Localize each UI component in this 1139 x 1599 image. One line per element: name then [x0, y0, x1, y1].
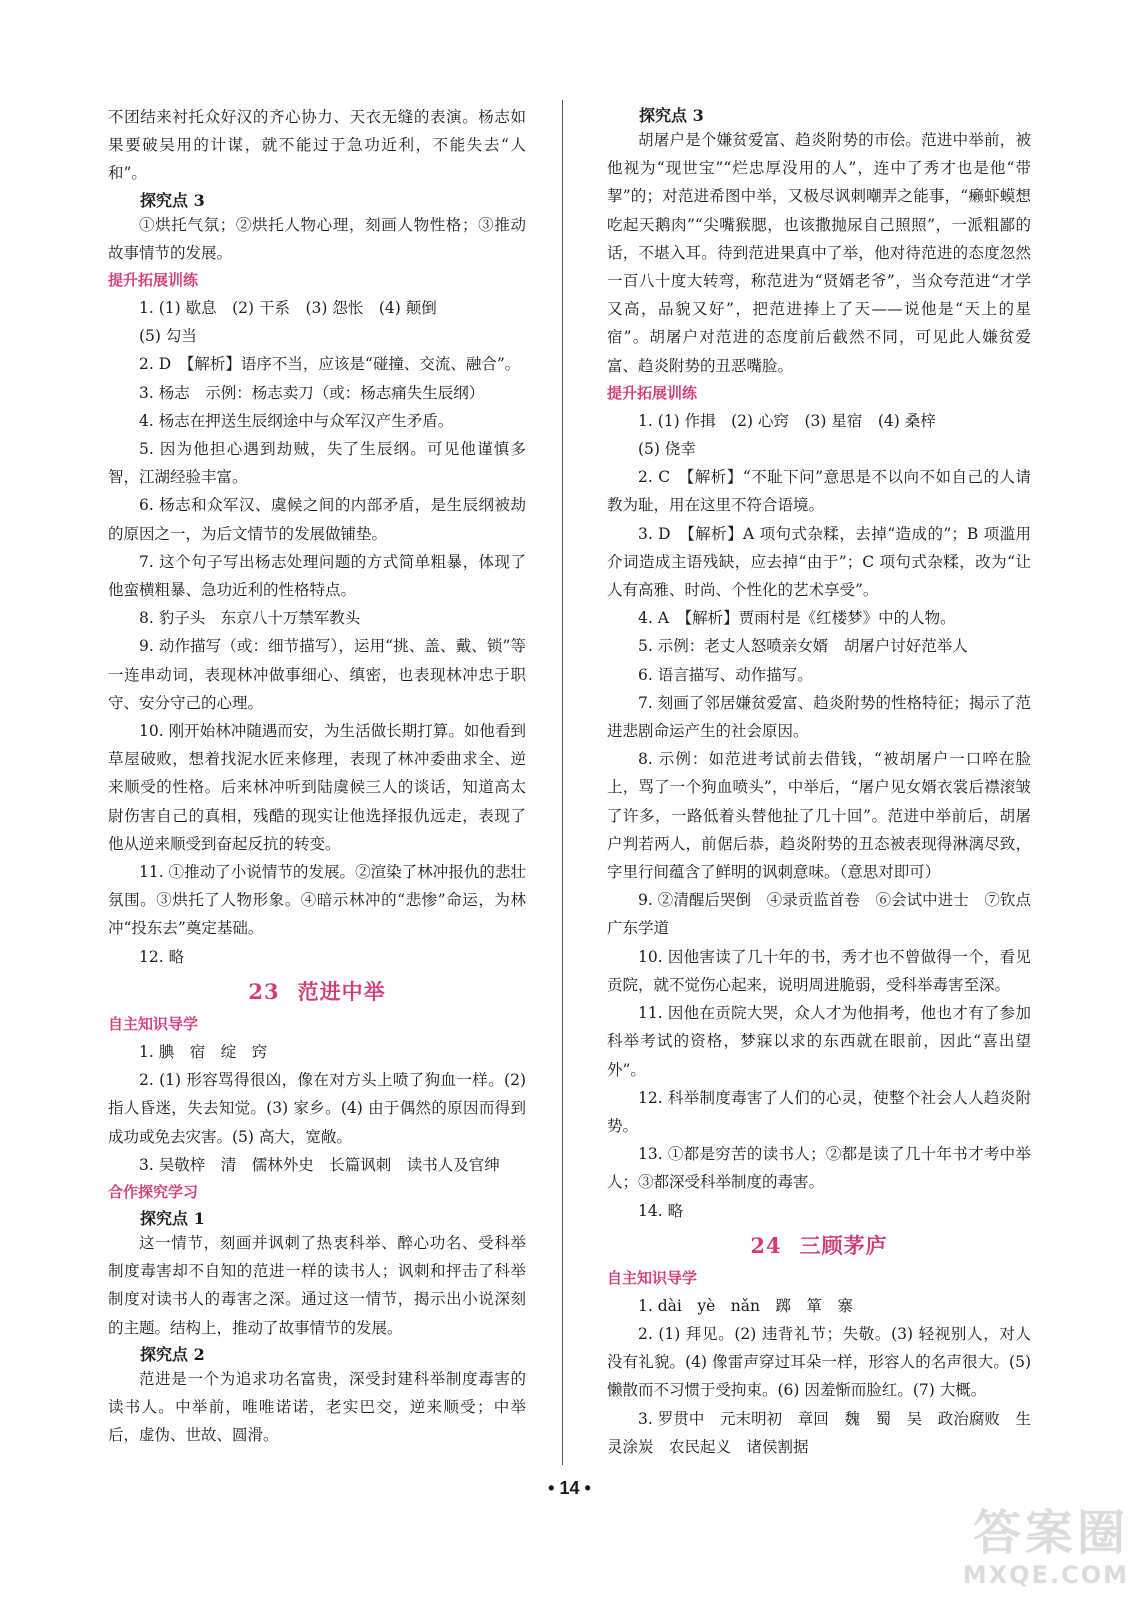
subsection-heading: 探究点 1	[140, 1208, 205, 1228]
lesson-number: 24	[750, 1232, 782, 1258]
paragraph: 7. 这个句子写出杨志处理问题的方式简单粗暴，体现了他蛮横粗暴、急功近利的性格特点。	[108, 552, 526, 600]
paragraph: 1. 腆 宿 绽 窍	[139, 1042, 268, 1061]
lesson-title	[607, 1229, 1031, 1263]
lesson-name: 三顾茅庐	[799, 1232, 888, 1258]
paragraph: 13. ①都是穷苦的读书人；②都是读了几十年书才考中举人；③都深受科举制度的毒害。	[607, 1145, 1031, 1192]
paragraph: 7. 刻画了邻居嫌贫爱富、趋炎附势的性格特征；揭示了范进悲剧命运产生的社会原因。	[607, 693, 1031, 741]
paragraph: 1. (1) 作揖 (2) 心窍 (3) 星宿 (4) 桑梓	[638, 411, 936, 430]
paragraph: 6. 语言描写、动作描写。	[638, 665, 813, 684]
paragraph: 9. ②清醒后哭倒 ④录贡监首卷 ⑥会试中进士 ⑦钦点广东学道	[607, 891, 1031, 938]
watermark-url: MXQE.COM	[962, 1561, 1129, 1589]
paragraph: 胡屠户是个嫌贫爱富、趋炎附势的市侩。范进中举前，被他视为“现世宝”“烂忠厚没用的人”，连中了秀才也是他“带挈”的；对范进希图中举，又极尽讽刺嘲弄之能事，“癞虾蟆想吃起天鹅肉”“尖嘴猴腮，也该撒抛尿自己照照”，一派粗鄙的话，不堪入耳。待到范进果真中了举，他对待范进的态度忽然一百八十度大转弯，称范进为“贤婿老爷”，当众夸范进“才学又高，品貌又好”，把范进捧上了天——说他是“天上的星宿”。胡屠户对范进的态度前后截然不同，可见此人嫌贫爱富、趋炎附势的丑恶嘴脸。	[607, 131, 1031, 375]
paragraph: 5. 因为他担心遇到劫贼，失了生辰纲。可见他谨慎多智，江湖经验丰富。	[108, 440, 526, 487]
paragraph: 2. D 【解析】语序不当，应该是“碰撞、交流、融合”。	[139, 355, 521, 374]
lesson-name: 范进中举	[297, 978, 386, 1004]
left-column	[108, 103, 526, 1449]
paragraph: 8. 示例：如范进考试前去借钱，“被胡屠户一口啐在脸上，骂了一个狗血喷头”，中举后，“屠户见女婿衣裳后襟滚皱了许多，一路低着头替他扯了几十回”。范进中举前后，胡屠户判若两人，前倨后恭，趋炎附势的丑态被表现得淋漓尽致，字里行间蕴含了鲜明的讽刺意味。（意思对即可）	[607, 750, 1031, 882]
paragraph: 2. (1) 拜见。(2) 违背礼节；失敬。(3) 轻视别人，对人没有礼貌。(4) 像雷声穿过耳朵一样，形容人的名声很大。(5) 懒散而不习惯于受拘束。(6) 因羞惭而脸红。(7) 大概。	[607, 1324, 1031, 1400]
paragraph: 2. C 【解析】“不耻下问”意思是不以向不如自己的人请教为耻，用在这里不符合语境。	[607, 468, 1031, 515]
section-heading: 提升拓展训练	[607, 383, 698, 402]
paragraph: 11. ①推动了小说情节的发展。②渲染了林冲报仇的悲壮氛围。③烘托了人物形象。④暗示林冲的“悲惨”命运，为林冲“投东去”奠定基础。	[108, 863, 526, 938]
paragraph: 范进是一个为追求功名富贵，深受封建科举制度毒害的读书人。中举前，唯唯诺诺，老实巴交，逆来顺受；中举后，虚伪、世故、圆滑。	[108, 1369, 526, 1445]
section-heading: 合作探究学习	[108, 1182, 199, 1201]
paragraph: 不团结来衬托众好汉的齐心协力、天衣无缝的表演。杨志如果要破吴用的计谋，就不能过于急功近利，不能失去“人和”。	[108, 108, 526, 183]
subsection-heading: 探究点 2	[140, 1344, 205, 1364]
paragraph: 9. 动作描写（或：细节描写），运用“挑、盖、戴、锁”等一连串动词，表现林冲做事细心、缜密，也表现林冲忠于职守、安分守己的心理。	[108, 637, 526, 712]
paragraph: 8. 豹子头 东京八十万禁军教头	[139, 609, 361, 628]
paragraph: (5) 侥幸	[638, 440, 696, 459]
section-heading: 提升拓展训练	[108, 271, 199, 290]
section-heading: 自主知识导学	[607, 1268, 698, 1287]
paragraph: 3. 吴敬梓 清 儒林外史 长篇讽刺 读书人及官绅	[139, 1155, 500, 1174]
right-column	[607, 103, 1031, 1461]
paragraph: 2. (1) 形容骂得很凶，像在对方头上喷了狗血一样。(2) 指人昏迷，失去知觉。(3) 家乡。(4) 由于偶然的原因而得到成功或免去灾害。(5) 高大，宽敞。	[108, 1071, 526, 1146]
paragraph: ①烘托气氛；②烘托人物心理，刻画人物性格；③推动故事情节的发展。	[108, 215, 526, 262]
page-number: • 14 •	[548, 1478, 591, 1498]
paragraph: 10. 刚开始林冲随遇而安，为生活做长期打算。如他看到草屋破败，想着找泥水匠来修理，表现了林冲委曲求全、逆来顺受的性格。后来林冲听到陆虞候三人的谈话，知道高太尉伤害自己的真相，残酷的现实让他选择报仇远走，表现了他从逆来顺受到奋起反抗的转变。	[108, 722, 526, 853]
paragraph: 11. 因他在贡院大哭，众人才为他捐考，他也才有了参加科举考试的资格，梦寐以求的东西就在眼前，因此“喜出望外”。	[607, 1004, 1031, 1079]
lesson-title	[108, 975, 526, 1009]
paragraph: 4. 杨志在押送生辰纲途中与众军汉产生矛盾。	[139, 411, 454, 430]
watermark-text: 答案圈	[972, 1505, 1129, 1561]
paragraph: 1. dài yè nǎn 踯 箪 寨	[638, 1296, 853, 1315]
section-heading: 自主知识导学	[108, 1014, 199, 1033]
paragraph: 10. 因他害读了几十年的书，秀才也不曾做得一个，看见贡院，就不觉伤心起来，说明周进脆弱，受科举毒害至深。	[607, 947, 1031, 994]
paragraph: 12. 科举制度毒害了人们的心灵，使整个社会人人趋炎附势。	[607, 1088, 1031, 1135]
paragraph: 3. 杨志 示例：杨志卖刀（或：杨志痛失生辰纲）	[139, 383, 485, 402]
subsection-heading: 探究点 3	[639, 106, 704, 125]
paragraph: 3. D 【解析】A 项句式杂糅，去掉“造成的”；B 项滥用介词造成主语残缺，应去掉“由于”；C 项句式杂糅，改为“让人有高雅、时尚、个性化的艺术享受”。	[607, 524, 1031, 600]
paragraph: 1. (1) 歇息 (2) 干系 (3) 怨怅 (4) 颠倒	[139, 299, 437, 318]
subsection-heading: 探究点 3	[140, 190, 205, 210]
paragraph: 12. 略	[139, 947, 185, 966]
paragraph: 14. 略	[638, 1201, 684, 1220]
paragraph: 这一情节，刻画并讽刺了热衷科举、醉心功名、受科举制度毒害却不自知的范进一样的读书人；讽刺和抨击了科举制度对读书人的毒害之深。通过这一情节，揭示出小说深刻的主题。结构上，推动了故事情节的发展。	[108, 1233, 526, 1337]
paragraph: 5. 示例：老丈人怒喷亲女婿 胡屠户讨好范举人	[638, 637, 968, 656]
watermark-logo	[929, 1505, 1129, 1595]
paragraph: 3. 罗贯中 元末明初 章回 魏 蜀 吴 政治腐败 生灵涂炭 农民起义 诸侯割据	[607, 1409, 1031, 1456]
lesson-number: 23	[248, 978, 280, 1004]
paragraph: (5) 勾当	[139, 327, 197, 346]
paragraph: 6. 杨志和众军汉、虞候之间的内部矛盾，是生辰纲被劫的原因之一，为后文情节的发展做铺垫。	[108, 496, 526, 543]
column-divider	[562, 100, 563, 1465]
paragraph: 4. A 【解析】贾雨村是《红楼梦》中的人物。	[638, 609, 956, 628]
